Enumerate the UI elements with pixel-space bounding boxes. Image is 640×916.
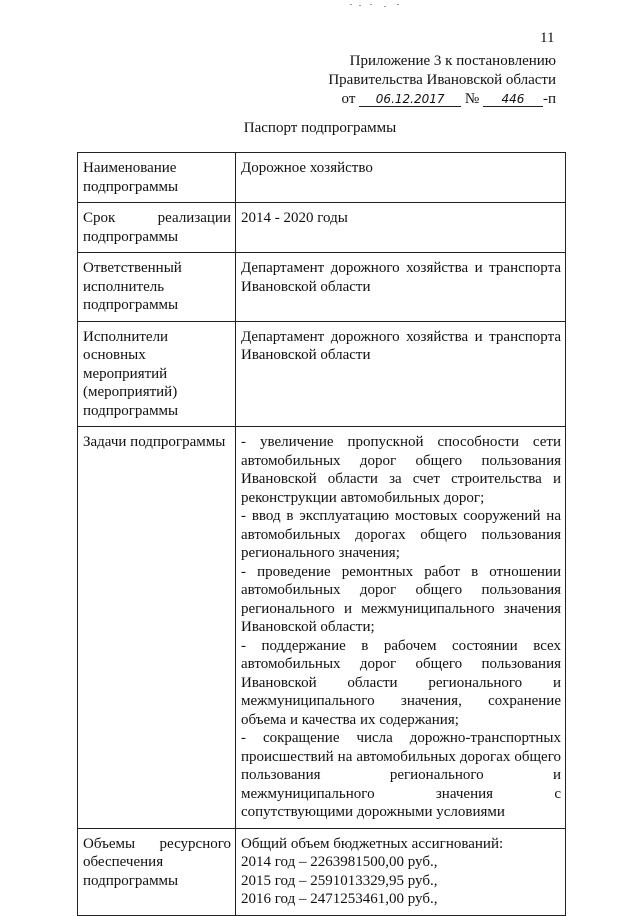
- table-row: [78, 427, 566, 829]
- row-value-name: Дорожное хозяйство: [236, 153, 566, 203]
- scan-noise: [350, 2, 410, 8]
- page-number: 11: [540, 30, 555, 46]
- document-title-text: Паспорт подпрограммы: [243, 120, 397, 136]
- appendix-line-2: Правительства Ивановской области: [328, 72, 556, 88]
- handwritten-date: 06.12.2017: [359, 92, 461, 107]
- resolution-date-line: [328, 90, 556, 109]
- row-value-executors: Департамент дорожного хозяйства и транспорта Ивановской области: [236, 321, 566, 427]
- table-row: [78, 253, 566, 322]
- document-title: [0, 120, 640, 137]
- table-row: [78, 153, 566, 203]
- task-item: - увеличение пропускной способности сети автомобильных дорог общего пользования Ивановской области за счет строительства и реконструкции автомобильных дорог;: [241, 434, 561, 506]
- task-item: - поддержание в рабочем состоянии всех автомобильных дорог общего пользования Ивановской области регионального и межмуниципального значения, сохранение объема и качества их содержания;: [241, 637, 561, 728]
- funding-line: 2015 год – 2591013329,95 руб.,: [241, 872, 438, 889]
- row-label-funding: Объемы ресурсного обеспечения подпрограммы: [78, 828, 236, 915]
- row-value-responsible: Департамент дорожного хозяйства и транспорта Ивановской области: [236, 253, 566, 322]
- funding-intro: Общий объем бюджетных ассигнований:: [241, 835, 504, 852]
- handwritten-number: 446: [483, 92, 543, 107]
- task-item: - сокращение числа дорожно-транспортных происшествий на автомобильных дорогах общего пользования регионального и межмуниципального значения с сопутствующими дорожными условиями: [241, 730, 561, 820]
- funding-line: 2016 год – 2471253461,00 руб.,: [241, 891, 438, 907]
- table-row: [78, 321, 566, 427]
- row-label-tasks: Задачи подпрограммы: [78, 427, 236, 829]
- appendix-header: [328, 52, 556, 109]
- task-item: - ввод в эксплуатацию мостовых сооружений на автомобильных дорогах общего пользования регионального значения;: [241, 508, 561, 561]
- table-row: [78, 203, 566, 253]
- number-suffix: -п: [542, 91, 556, 107]
- table-row: [78, 828, 566, 915]
- row-label-executors: Исполнители основных мероприятий (мероприятий) подпрограммы: [78, 321, 236, 427]
- number-sign: №: [464, 91, 480, 107]
- row-label-term: Срок реализации подпрограммы: [78, 203, 236, 253]
- appendix-line-1: Приложение 3 к постановлению: [349, 53, 556, 69]
- passport-table: [77, 152, 566, 916]
- task-item: - проведение ремонтных работ в отношении автомобильных дорог общего пользования регионального и межмуниципального значения Ивановской области;: [241, 563, 561, 635]
- row-value-tasks: [236, 427, 566, 829]
- row-value-term: 2014 - 2020 годы: [236, 203, 566, 253]
- row-label-name: Наименование подпрограммы: [78, 153, 236, 203]
- funding-line: 2014 год – 2263981500,00 руб.,: [241, 854, 438, 870]
- row-label-responsible: Ответственный исполнитель подпрограммы: [78, 253, 236, 322]
- date-prefix: от: [341, 91, 356, 107]
- row-value-funding: [236, 828, 566, 915]
